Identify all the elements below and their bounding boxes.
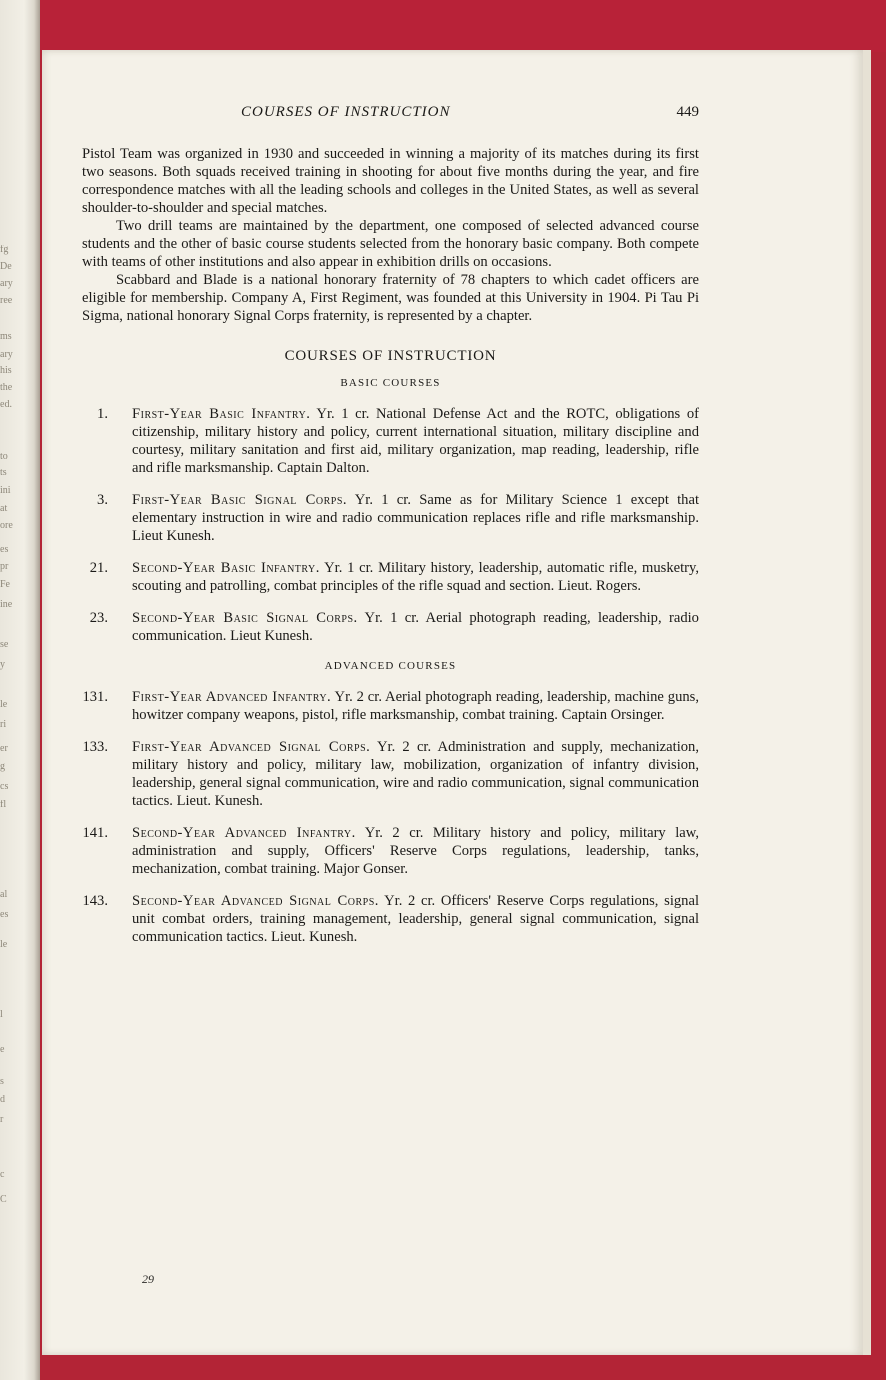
basic-courses-heading: BASIC COURSES [340,377,441,389]
course-description: Yr. 1 cr. Same as for Military Science 1 except that elementary instruction in wire and radio communication replaces rifle and rifle marksmanship. Lieut Kunesh. [132,492,700,544]
margin-fragment: ree [0,296,13,306]
margin-fragment: ed. [0,400,12,410]
course-number: 133. [82,739,108,755]
course-entry [82,491,699,545]
course-number: 131. [82,689,108,705]
margin-fragment: fg [0,245,9,255]
course-name: Second-Year Advanced Signal Corps. [132,893,379,909]
course-entry [82,688,699,724]
course-entry [82,738,699,810]
folio-mark: 29 [142,1272,154,1286]
course-entry [82,405,699,477]
margin-fragment: ri [0,720,7,730]
margin-fragment: e [0,1045,5,1055]
margin-fragment: at [0,504,8,514]
margin-fragment: ms [0,332,12,342]
course-description: Yr. 1 cr. Aerial photograph reading, leadership, radio communication. Lieut Kunesh. [132,610,699,644]
running-title: COURSES OF INSTRUCTION [241,104,451,120]
margin-fragment: Fe [0,580,10,590]
course-number: 141. [82,825,108,841]
facing-page-gutter [0,0,40,1380]
page-text [82,103,699,946]
course-name: Second-Year Advanced Infantry. [132,825,356,841]
course-number: 21. [89,560,108,576]
margin-fragment: le [0,940,8,950]
course-number: 23. [89,610,108,626]
margin-fragment: C [0,1195,7,1205]
course-name: Second-Year Basic Signal Corps. [132,610,358,626]
course-description: Yr. 1 cr. National Defense Act and the ROTC, obligations of citizenship, military history and policy, current international situation, military discipline and courtesy, military sanitation and first aid, military organization, map reading, leadership, rifle and rifle marksmanship. Captain Dalton. [132,406,699,476]
margin-fragment: ary [0,350,13,360]
margin-fragment: ine [0,600,13,610]
paragraph-pistol-team: Pistol Team was organized in 1930 and succeeded in winning a majority of its matches during its first two seasons. Both squads received training in shooting for about five months during the year, and fire correspondence matches with all the leading schools and colleges in the United States, as well as several shoulder-to-shoulder and special matches. [82,146,699,216]
margin-fragment: De [0,262,12,272]
section-heading: COURSES OF INSTRUCTION [284,348,497,364]
margin-fragment: r [0,1115,4,1125]
page-number: 449 [676,104,699,120]
margin-fragment: es [0,910,9,920]
course-number: 3. [97,492,108,508]
margin-fragment: s [0,1077,4,1087]
page-edge [863,50,871,1355]
margin-fragment: to [0,452,8,462]
course-description: Yr. 1 cr. Military history, leadership, automatic rifle, musketry, scouting and patrolling, combat principles of the rifle squad and section. Lieut. Rogers. [132,560,700,594]
margin-fragment: l [0,1010,3,1020]
margin-fragment: es [0,545,9,555]
course-name: First-Year Basic Infantry. [132,406,311,422]
margin-fragment: his [0,366,12,376]
margin-fragment: ini [0,486,11,496]
advanced-courses-heading: ADVANCED COURSES [324,660,457,672]
course-entry [82,824,699,878]
margin-fragment: pr [0,562,9,572]
margin-fragment: g [0,762,5,772]
course-entry [82,892,699,946]
margin-fragment: cs [0,782,9,792]
course-description: Yr. 2 cr. Aerial photograph reading, leadership, machine guns, howitzer company weapons, pistol, rifle marksmanship, combat training. Captain Orsinger. [132,689,699,723]
margin-fragment: er [0,744,8,754]
course-description: Yr. 2 cr. Military history and policy, military law, administration and supply, Officers' Reserve Corps regulations, leadership, tanks, mechanization, combat training. Major Gonser. [132,825,699,877]
margin-fragment: se [0,640,9,650]
paragraph-drill-teams: Two drill teams are maintained by the department, one composed of selected advanced course students and the other of basic course students selected from the honorary basic company. Both compete with teams of other institutions and also appear in exhibition drills on occasions. [82,218,699,270]
margin-fragment: al [0,890,8,900]
margin-fragment: ary [0,279,13,289]
course-description: Yr. 2 cr. Officers' Reserve Corps regulations, signal unit combat orders, training management, leadership, general signal communication, signal communication tactics. Lieut. Kunesh. [132,893,700,945]
course-description: Yr. 2 cr. Administration and supply, mechanization, military history and policy, military law, mobilization, organization of infantry division, leadership, general signal communication, wire and radio communication, signal communication tactics. Lieut. Kunesh. [132,739,699,809]
margin-fragment: c [0,1170,5,1180]
course-number: 1. [97,406,108,422]
margin-fragment: ts [0,468,7,478]
running-header [82,103,699,121]
paragraph-scabbard-blade: Scabbard and Blade is a national honorary fraternity of 78 chapters to which cadet officers are eligible for membership. Company A, First Regiment, was founded at this University in 1904. Pi Tau Pi Sigma, national honorary Signal Corps fraternity, is represented by a chapter. [82,272,699,324]
course-name: First-Year Advanced Infantry. [132,689,332,705]
margin-fragment: ore [0,521,13,531]
margin-fragment: fl [0,800,7,810]
margin-fragment: le [0,700,8,710]
margin-fragment: the [0,383,13,393]
cover-edge [40,0,886,52]
course-entry [82,609,699,645]
course-name: First-Year Basic Signal Corps. [132,492,348,508]
course-name: First-Year Advanced Signal Corps. [132,739,371,755]
course-number: 143. [82,893,108,909]
course-entry [82,559,699,595]
course-name: Second-Year Basic Infantry. [132,560,320,576]
margin-fragment: d [0,1095,5,1105]
margin-fragment: y [0,660,5,670]
